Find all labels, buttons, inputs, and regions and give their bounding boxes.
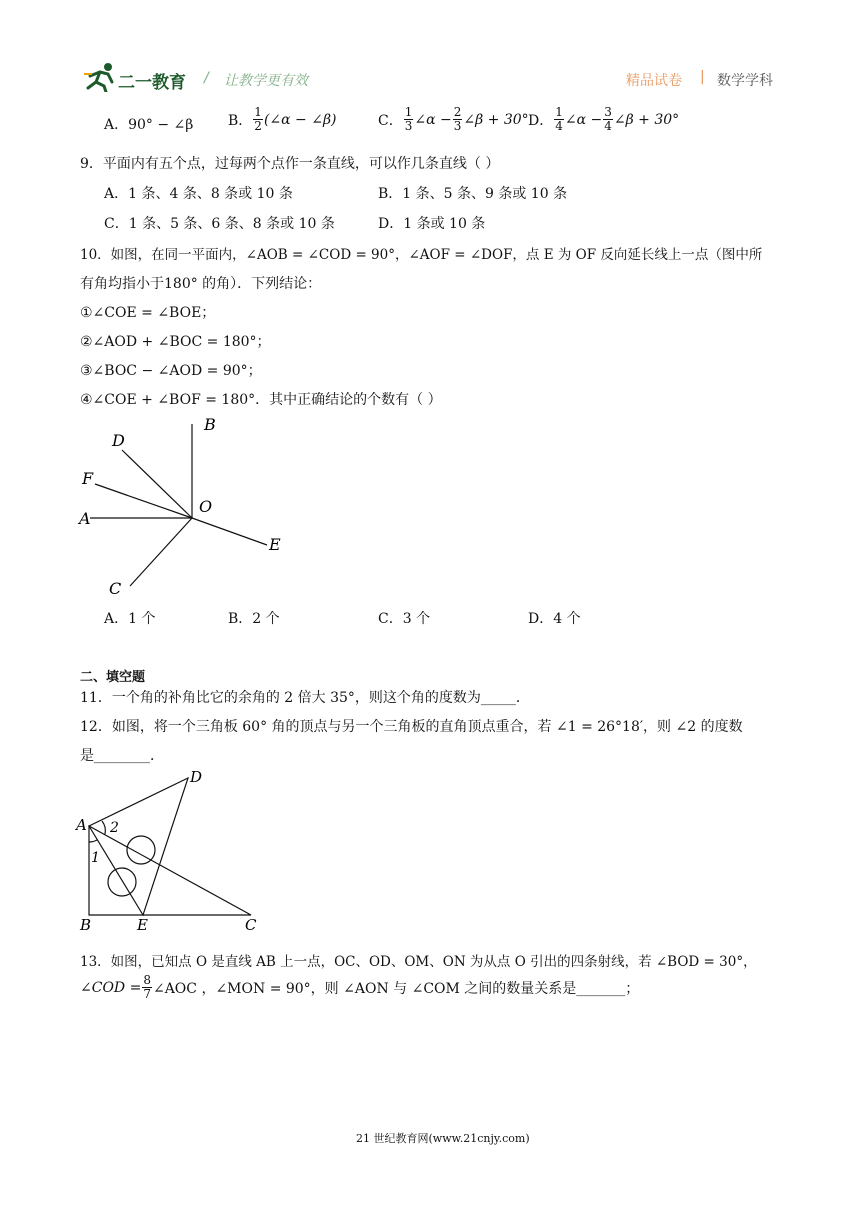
q10-conclusion-1: ①∠COE = ∠BOE；: [80, 305, 216, 321]
label-2: 2: [110, 820, 119, 836]
fraction: $\frac{3}{4}$: [604, 105, 612, 133]
q12-figure: [75, 768, 270, 938]
q13-line1: 13．如图，已知点 O 是直线 AB 上一点，OC、OD、OM、ON 为从点 O 引出的四条射线，若 ∠BOD = 30°，: [80, 954, 757, 970]
runner-logo-icon: [82, 62, 118, 92]
angle-arc-1: [89, 840, 97, 842]
q9-option-a: A．1 条、4 条、8 条或 10 条: [104, 186, 293, 202]
q9-option-c: C．1 条、5 条、6 条、8 条或 10 条: [104, 216, 335, 232]
header-subject: 数学学科: [717, 73, 773, 89]
q10-option-c: C．3 个: [378, 611, 431, 627]
q8-option-d: D． $\frac{1}{4}$ ∠α − $\frac{3}{4}$ ∠β + 30°: [528, 105, 680, 133]
label-d: D: [190, 768, 203, 786]
angle-arc-2: [102, 821, 105, 834]
slogan: 让教学更有效: [224, 73, 308, 89]
circle-upper: [127, 836, 155, 864]
ray-of: [95, 484, 192, 518]
q8-option-a: A．90° − ∠β: [104, 117, 194, 133]
label-e: E: [269, 535, 281, 554]
label-d: D: [112, 431, 125, 450]
label-f: F: [82, 469, 94, 488]
q10-option-a: A．1 个: [104, 611, 156, 627]
ray-oc: [130, 518, 192, 586]
label-1: 1: [91, 850, 100, 866]
fraction: $\frac{1}{2}$: [254, 105, 262, 133]
q10-stem-line1: 10．如图，在同一平面内，∠AOB = ∠COD = 90°，∠AOF = ∠DOF，点 E 为 OF 反向延长线上一点（图中所: [80, 247, 763, 263]
q12-line2: 是________．: [80, 748, 164, 764]
fraction: $\frac{1}{4}$: [555, 105, 563, 133]
circle-lower: [108, 868, 136, 896]
q8-option-c: C． $\frac{1}{3}$ ∠α − $\frac{2}{3}$ ∠β + 30°: [378, 105, 529, 133]
label-c: C: [245, 916, 257, 934]
fraction: $\frac{8}{7}$: [143, 973, 151, 1001]
q13-line2: ∠COD = $\frac{8}{7}$ ∠AOC ，∠MON = 90°，则 ∠AON 与 ∠COM 之间的数量关系是_______；: [80, 973, 640, 1001]
q10-conclusion-3: ③∠BOC − ∠AOD = 90°；: [80, 363, 262, 379]
fraction: $\frac{1}{3}$: [404, 105, 413, 133]
section-title: 二、填空题: [80, 670, 146, 685]
header-label: 精品试卷: [626, 73, 682, 89]
q10-stem-line2: 有角均指小于180° 的角）．下列结论：: [80, 276, 322, 292]
header-divider: /: [204, 70, 209, 86]
header: [0, 60, 860, 100]
q9-stem: 9．平面内有五个点，过每两个点作一条直线，可以作几条直线（ ）: [80, 156, 500, 172]
q10-option-b: B．2 个: [228, 611, 280, 627]
footer: 21 世纪教育网(www.21cnjy.com): [356, 1132, 530, 1145]
ray-od: [122, 450, 192, 518]
label-b: B: [80, 916, 92, 934]
q9-option-b: B．1 条、5 条、9 条或 10 条: [378, 186, 568, 202]
q12-line1: 12．如图，将一个三角板 60° 角的顶点与另一个三角板的直角顶点重合，若 ∠1 = 26°18′，则 ∠2 的度数: [80, 719, 743, 735]
triangle-ade: [89, 778, 188, 915]
label-c: C: [109, 579, 122, 598]
q11: 11．一个角的补角比它的余角的 2 倍大 35°，则这个角的度数为_____．: [80, 690, 530, 706]
q10-conclusion-2: ②∠AOD + ∠BOC = 180°；: [80, 334, 271, 350]
label-a: A: [79, 509, 91, 528]
logo-text: 二一教育: [118, 73, 186, 93]
q9-option-d: D．1 条或 10 条: [378, 216, 486, 232]
ray-oe: [192, 518, 267, 545]
label-e: E: [137, 916, 148, 934]
label-o: O: [199, 497, 213, 516]
label-b: B: [204, 415, 216, 434]
q8-option-b: B． $\frac{1}{2}$ (∠α − ∠β): [228, 105, 337, 133]
fraction: $\frac{2}{3}$: [453, 105, 462, 133]
q10-conclusion-4: ④∠COE + ∠BOF = 180°．其中正确结论的个数有（ ）: [80, 392, 442, 408]
label-a: A: [76, 816, 87, 834]
header-separator: |: [700, 69, 705, 85]
q10-option-d: D．4 个: [528, 611, 581, 627]
q10-figure: [75, 412, 305, 602]
